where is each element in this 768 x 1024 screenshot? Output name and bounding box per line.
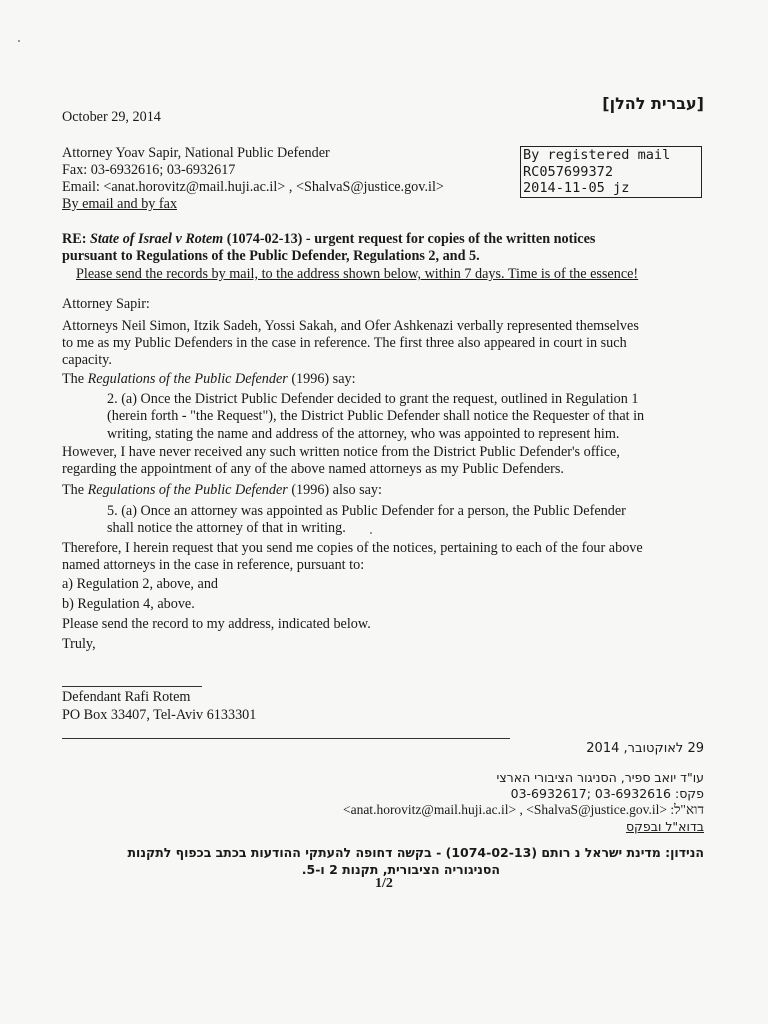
body-line: Attorneys Neil Simon, Itzik Sadeh, Yossi Sakah, and Ofer Ashkenazi verbally represented themselves bbox=[62, 318, 639, 334]
hebrew-recipient-name: עו"ד יואב ספיר, הסניגור הציבורי הארצי bbox=[496, 770, 704, 785]
signature-name: Defendant Rafi Rotem bbox=[62, 689, 191, 705]
delivery-method: By email and by fax bbox=[62, 196, 178, 212]
registered-mail-stamp bbox=[520, 146, 702, 198]
intro-text: (1996) also say: bbox=[287, 482, 382, 498]
body-line: capacity. bbox=[62, 352, 112, 368]
section-divider bbox=[62, 738, 510, 739]
quote-line: shall notice the attorney of that in writing. bbox=[107, 520, 346, 536]
re-case-name: State of Israel v Rotem bbox=[89, 231, 224, 247]
stamp-date: 2014-11-05 jz bbox=[523, 180, 630, 196]
regulations-intro-2 bbox=[62, 482, 382, 499]
hebrew-re-line-2: הסניגוריה הציבורית, תקנות 2 ו-5. bbox=[301, 862, 500, 877]
regulations-title: Regulations of the Public Defender bbox=[87, 371, 288, 387]
request-item-b: b) Regulation 4, above. bbox=[62, 596, 195, 612]
hebrew-delivery: בדוא"ל ובפקס bbox=[625, 819, 704, 834]
stamp-line-1: By registered mail bbox=[523, 147, 671, 163]
body-line: to me as my Public Defenders in the case in reference. The first three also appeared in court in such bbox=[62, 335, 627, 351]
quote-line: 2. (a) Once the District Public Defender decided to grant the request, outlined in Regulation 1 bbox=[107, 391, 639, 407]
hebrew-email: דוא"ל: <anat.horovitz@mail.huji.ac.il> , <ShalvaS@justice.gov.il> bbox=[342, 802, 704, 817]
letter-date: October 29, 2014 bbox=[62, 109, 161, 125]
closing-request: Please send the record to my address, indicated below. bbox=[62, 616, 371, 632]
hebrew-fax: פקס: 03-6932616 ;03-6932617 bbox=[510, 786, 704, 801]
scan-speck bbox=[370, 532, 372, 534]
signature-line bbox=[62, 686, 202, 687]
body-line: However, I have never received any such written notice from the District Public Defender's office, bbox=[62, 444, 620, 460]
body-line: regarding the appointment of any of the above named attorneys as my Public Defenders. bbox=[62, 461, 564, 477]
body-line: named attorneys in the case in reference, pursuant to: bbox=[62, 557, 365, 573]
quote-line: (herein forth - "the Request"), the District Public Defender shall notice the Requester of that in bbox=[107, 408, 645, 424]
page-number: 1/2 bbox=[375, 876, 393, 891]
regulations-intro bbox=[62, 371, 356, 388]
stamp-tracking-number: RC057699372 bbox=[523, 163, 614, 180]
re-urgent-note: Please send the records by mail, to the address shown below, within 7 days. Time is of the essence! bbox=[76, 266, 639, 282]
regulations-title: Regulations of the Public Defender bbox=[87, 482, 288, 498]
body-line: Therefore, I herein request that you send me copies of the notices, pertaining to each of the four above bbox=[62, 540, 643, 556]
re-line-1-rest: (1074-02-13) - urgent request for copies of the written notices bbox=[223, 231, 596, 247]
salutation: Attorney Sapir: bbox=[62, 296, 150, 312]
recipient-email: Email: <anat.horovitz@mail.huji.ac.il> , <ShalvaS@justice.gov.il> bbox=[62, 179, 444, 195]
re-line-2: pursuant to Regulations of the Public Defender, Regulations 2, and 5. bbox=[62, 248, 480, 264]
scan-speck bbox=[18, 40, 20, 42]
hebrew-header: [עברית להלן] bbox=[602, 94, 704, 113]
signature-address: PO Box 33407, Tel-Aviv 6133301 bbox=[62, 707, 257, 723]
request-item-a: a) Regulation 2, above, and bbox=[62, 576, 219, 592]
hebrew-date: 29 לאוקטובר, 2014 bbox=[586, 741, 704, 756]
recipient-name: Attorney Yoav Sapir, National Public Defender bbox=[62, 145, 330, 161]
closing: Truly, bbox=[62, 636, 96, 652]
quote-line: 5. (a) Once an attorney was appointed as Public Defender for a person, the Public Defender bbox=[107, 503, 626, 519]
intro-text: The bbox=[62, 482, 88, 498]
re-prefix: RE: bbox=[62, 231, 90, 247]
intro-text: (1996) say: bbox=[287, 371, 356, 387]
quote-line: writing, stating the name and address of the attorney, who was appointed to represent him. bbox=[107, 426, 620, 442]
re-line-1 bbox=[62, 231, 702, 248]
intro-text: The bbox=[62, 371, 88, 387]
recipient-fax: Fax: 03-6932616; 03-6932617 bbox=[62, 162, 236, 178]
hebrew-re-line-1: הנידון: מדינת ישראל נ רותם (1074-02-13) - בקשה דחופה להעתקי ההודעות בכתב בכפוף לתקנות bbox=[127, 845, 704, 860]
